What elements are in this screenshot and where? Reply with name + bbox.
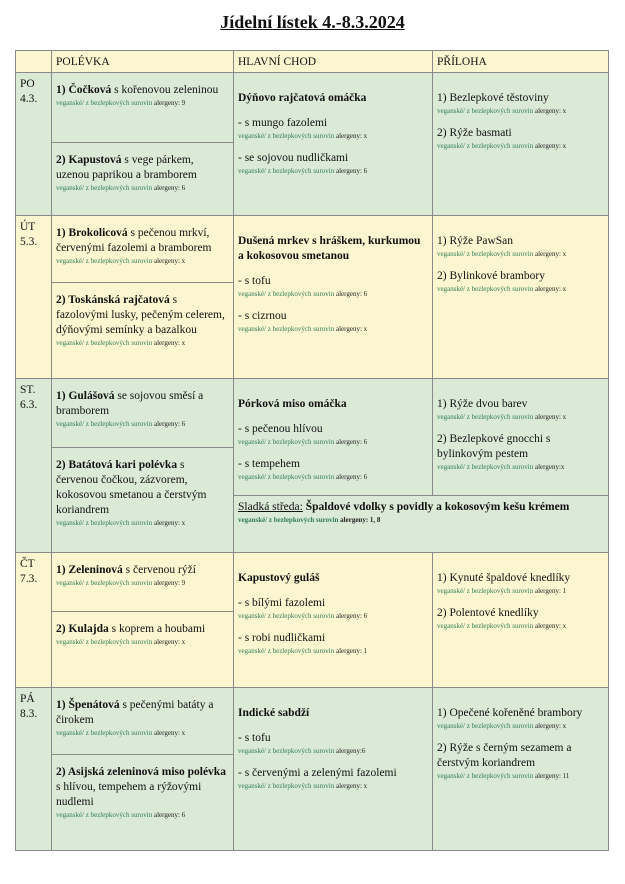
allergen-tag xyxy=(437,106,604,116)
soup-desc: s fazolovými lusky, pečeným celerem, dýňovými semínky a bazalkou xyxy=(56,294,225,336)
allergen-text: alergeny: 9 xyxy=(152,99,186,107)
vegan-label: veganské/ z bezlepkových surovin xyxy=(437,587,534,595)
allergen-tag xyxy=(437,249,604,259)
vegan-label: veganské/ z bezlepkových surovin xyxy=(238,647,335,655)
allergen-tag xyxy=(238,324,428,334)
vegan-label: veganské/ z bezlepkových surovin xyxy=(238,516,339,524)
sweet-lead: Sladká středa: xyxy=(238,501,303,513)
soup-name xyxy=(56,458,229,518)
main-title: Dýňovo rajčatová omáčka xyxy=(238,92,367,104)
allergen-text: alergeny: x xyxy=(152,638,186,646)
main-cell xyxy=(234,553,433,688)
allergen-text: alergeny: 6 xyxy=(334,612,368,620)
soup-desc: s kořenovou zeleninou xyxy=(111,84,219,96)
vegan-label: veganské/ z bezlepkových surovin xyxy=(238,782,335,790)
side-item: 2) Bezlepkové gnocchi s bylinkovým pestem xyxy=(437,433,551,460)
allergen-text: alergeny: 6 xyxy=(334,290,368,298)
header-main: HLAVNÍ CHOD xyxy=(234,51,433,73)
allergen-tag xyxy=(437,462,604,472)
main-cell xyxy=(234,379,433,496)
soup-title: 2) Batátová kari polévka xyxy=(56,459,178,471)
allergen-text: alergeny: x xyxy=(152,729,186,737)
allergen-tag xyxy=(238,131,428,141)
allergen-text: alergeny: 1 xyxy=(334,647,368,655)
allergen-text: alergeny: x xyxy=(334,325,368,333)
allergen-text: alergeny: 6 xyxy=(334,167,368,175)
allergen-text: alergeny: 6 xyxy=(152,184,186,192)
soup-desc: se sojovou směsí a bramborem xyxy=(56,390,204,417)
allergen-text: alergeny: x xyxy=(533,722,567,730)
day-cell xyxy=(16,216,52,379)
header-side: PŘÍLOHA xyxy=(433,51,609,73)
allergen-text: alergeny: x xyxy=(533,622,567,630)
side-cell xyxy=(433,553,609,688)
vegan-label: veganské/ z bezlepkových surovin xyxy=(56,579,153,587)
soup-title: 2) Kapustová xyxy=(56,154,122,166)
vegan-label: veganské/ z bezlepkových surovin xyxy=(238,132,335,140)
vegan-label: veganské/ z bezlepkových surovin xyxy=(56,257,153,265)
allergen-text: alergeny: x xyxy=(533,285,567,293)
allergen-tag xyxy=(56,518,229,528)
day-date: 8.3. xyxy=(20,708,38,720)
side-cell xyxy=(433,216,609,379)
soup-title: 2) Toskánská rajčatová xyxy=(56,294,170,306)
main-variant: - se sojovou nudličkami xyxy=(238,152,349,164)
allergen-tag xyxy=(56,810,229,820)
day-row xyxy=(16,553,609,688)
soup-name xyxy=(56,698,229,728)
soup-title: 1) Čočková xyxy=(56,84,112,96)
header-day xyxy=(16,51,52,73)
header-soup: POLÉVKA xyxy=(52,51,234,73)
soup-cell xyxy=(52,216,234,379)
allergen-tag xyxy=(56,98,229,108)
day-row xyxy=(16,688,609,851)
page-title: Jídelní lístek 4.-8.3.2024 xyxy=(220,12,405,32)
vegan-label: veganské/ z bezlepkových surovin xyxy=(56,420,153,428)
allergen-tag xyxy=(238,746,428,756)
soup-item xyxy=(52,447,233,552)
main-variant: - s bílými fazolemi xyxy=(238,597,326,609)
allergen-tag xyxy=(56,728,229,738)
soup-title: 1) Gulášová xyxy=(56,390,115,402)
soup-item xyxy=(52,611,233,687)
allergen-text: alergeny: x xyxy=(334,782,368,790)
day-cell xyxy=(16,553,52,688)
soup-title: 1) Brokolicová xyxy=(56,227,128,239)
main-variant: - s robi nudličkami xyxy=(238,632,326,644)
allergen-text: alergeny: x xyxy=(533,250,567,258)
vegan-label: veganské/ z bezlepkových surovin xyxy=(437,622,534,630)
soup-name xyxy=(56,293,229,338)
vegan-label: veganské/ z bezlepkových surovin xyxy=(238,167,335,175)
soup-title: 1) Špenátová xyxy=(56,699,120,711)
vegan-label: veganské/ z bezlepkových surovin xyxy=(56,184,153,192)
allergen-tag xyxy=(56,637,229,647)
soup-item xyxy=(52,688,233,754)
soup-name xyxy=(56,765,229,810)
vegan-label: veganské/ z bezlepkových surovin xyxy=(56,729,153,737)
allergen-text: alergeny: 6 xyxy=(334,473,368,481)
vegan-label: veganské/ z bezlepkových surovin xyxy=(437,722,534,730)
allergen-tag xyxy=(238,515,604,525)
vegan-label: veganské/ z bezlepkových surovin xyxy=(238,325,335,333)
soup-name xyxy=(56,622,229,637)
soup-title: 1) Zeleninová xyxy=(56,564,123,576)
allergen-tag xyxy=(56,419,229,429)
allergen-tag xyxy=(56,578,229,588)
allergen-tag xyxy=(238,166,428,176)
day-cell xyxy=(16,73,52,216)
soup-item xyxy=(52,379,233,447)
soup-desc: s hlívou, tempehem a rýžovými nudlemi xyxy=(56,781,202,808)
allergen-text: alergeny: 6 xyxy=(152,420,186,428)
side-item: 2) Rýže basmati xyxy=(437,127,512,139)
soup-item xyxy=(52,142,233,215)
vegan-label: veganské/ z bezlepkových surovin xyxy=(437,772,534,780)
main-variant: - s červenými a zelenými fazolemi xyxy=(238,767,397,779)
side-item: 1) Rýže dvou barev xyxy=(437,398,528,410)
allergen-text: alergeny: 6 xyxy=(334,438,368,446)
main-variant: - s cizrnou xyxy=(238,310,287,322)
main-title: Kapustový guláš xyxy=(238,572,320,584)
allergen-tag xyxy=(437,771,604,781)
vegan-label: veganské/ z bezlepkových surovin xyxy=(238,612,335,620)
main-title: Pórková miso omáčka xyxy=(238,398,347,410)
vegan-label: veganské/ z bezlepkových surovin xyxy=(56,519,153,527)
side-item: 1) Kynuté špaldové knedlíky xyxy=(437,572,571,584)
soup-item xyxy=(52,754,233,850)
allergen-text: alergeny: x xyxy=(533,107,567,115)
soup-name xyxy=(56,389,229,419)
soup-name xyxy=(56,153,229,183)
allergen-tag xyxy=(437,412,604,422)
day-label: ÚT xyxy=(20,221,36,233)
soup-name xyxy=(56,83,229,98)
sweet-cell xyxy=(234,496,609,553)
soup-desc: s koprem a houbami xyxy=(108,623,206,635)
side-item: 2) Rýže s černým sezamem a čerstvým koriandrem xyxy=(437,742,572,769)
sweet-dish: Špaldové vdolky s povidly a kokosovým kešu krémem xyxy=(302,501,570,513)
day-cell xyxy=(16,379,52,553)
day-label: ST. xyxy=(20,384,36,396)
soup-item xyxy=(52,282,233,378)
allergen-text: alergeny: x xyxy=(152,339,186,347)
side-item: 1) Bezlepkové těstoviny xyxy=(437,92,549,104)
soup-item xyxy=(52,553,233,611)
main-cell xyxy=(234,688,433,851)
menu-table xyxy=(15,50,609,851)
vegan-label: veganské/ z bezlepkových surovin xyxy=(437,250,534,258)
allergen-text: alergeny: x xyxy=(152,519,186,527)
day-row xyxy=(16,216,609,379)
soup-desc: s pečenou mrkví, červenými fazolemi a bramborem xyxy=(56,227,212,254)
main-variant: - s pečenou hlívou xyxy=(238,423,323,435)
allergen-tag xyxy=(437,284,604,294)
allergen-text: alergeny: x xyxy=(334,132,368,140)
allergen-tag xyxy=(238,472,428,482)
day-row xyxy=(16,379,609,496)
vegan-label: veganské/ z bezlepkových surovin xyxy=(437,142,534,150)
soup-desc: s vege párkem, uzenou paprikou a bramborem xyxy=(56,154,197,181)
allergen-tag xyxy=(437,621,604,631)
vegan-label: veganské/ z bezlepkových surovin xyxy=(56,99,153,107)
vegan-label: veganské/ z bezlepkových surovin xyxy=(238,473,335,481)
vegan-label: veganské/ z bezlepkových surovin xyxy=(56,811,153,819)
day-date: 7.3. xyxy=(20,573,38,585)
soup-cell xyxy=(52,73,234,216)
side-cell xyxy=(433,379,609,496)
main-variant: - s mungo fazolemi xyxy=(238,117,328,129)
day-label: ČT xyxy=(20,558,35,570)
soup-cell xyxy=(52,688,234,851)
side-item: 2) Polentové knedlíky xyxy=(437,607,539,619)
vegan-label: veganské/ z bezlepkových surovin xyxy=(437,413,534,421)
main-variant: - s tofu xyxy=(238,275,271,287)
allergen-tag xyxy=(238,289,428,299)
allergen-text: alergeny:6 xyxy=(334,747,366,755)
main-cell xyxy=(234,73,433,216)
allergen-text: alergeny: x xyxy=(152,257,186,265)
day-cell xyxy=(16,688,52,851)
allergen-tag xyxy=(238,781,428,791)
main-title: Dušená mrkev s hráškem, kurkumou a kokosovou smetanou xyxy=(238,235,421,262)
vegan-label: veganské/ z bezlepkových surovin xyxy=(238,438,335,446)
soup-name xyxy=(56,226,229,256)
main-variant: - s tempehem xyxy=(238,458,300,470)
allergen-text: alergeny: x xyxy=(533,142,567,150)
allergen-text: alergeny:x xyxy=(533,463,565,471)
day-date: 6.3. xyxy=(20,399,38,411)
day-date: 5.3. xyxy=(20,236,38,248)
day-row xyxy=(16,73,609,216)
main-cell xyxy=(234,216,433,379)
day-label: PÁ xyxy=(20,693,35,705)
vegan-label: veganské/ z bezlepkových surovin xyxy=(238,290,335,298)
vegan-label: veganské/ z bezlepkových surovin xyxy=(437,285,534,293)
vegan-label: veganské/ z bezlepkových surovin xyxy=(238,747,335,755)
allergen-tag xyxy=(238,611,428,621)
main-variant: - s tofu xyxy=(238,732,271,744)
allergen-tag xyxy=(56,338,229,348)
soup-desc: s pečenými batáty a čirokem xyxy=(56,699,214,726)
day-label: PO xyxy=(20,78,35,90)
allergen-text: alergeny: x xyxy=(533,413,567,421)
allergen-text: alergeny: 1, 8 xyxy=(338,516,381,524)
side-cell xyxy=(433,73,609,216)
vegan-label: veganské/ z bezlepkových surovin xyxy=(437,107,534,115)
allergen-text: alergeny: 1 xyxy=(533,587,567,595)
soup-desc: s červenou čočkou, zázvorem, kokosovou smetanou a čerstvým koriandrem xyxy=(56,459,207,516)
soup-title: 2) Asijská zeleninová miso polévka xyxy=(56,766,226,778)
allergen-tag xyxy=(437,141,604,151)
allergen-text: alergeny: 9 xyxy=(152,579,186,587)
soup-item xyxy=(52,73,233,142)
day-date: 4.3. xyxy=(20,93,38,105)
allergen-tag xyxy=(437,586,604,596)
allergen-tag xyxy=(238,646,428,656)
allergen-text: alergeny: 11 xyxy=(533,772,570,780)
allergen-tag xyxy=(437,721,604,731)
side-item: 2) Bylinkové brambory xyxy=(437,270,545,282)
allergen-tag xyxy=(238,437,428,447)
side-item: 1) Rýže PawSan xyxy=(437,235,514,247)
main-title: Indické sabdží xyxy=(238,707,310,719)
soup-cell xyxy=(52,379,234,553)
vegan-label: veganské/ z bezlepkových surovin xyxy=(56,638,153,646)
side-item: 1) Opečené kořeněné brambory xyxy=(437,707,583,719)
soup-cell xyxy=(52,553,234,688)
soup-title: 2) Kulajda xyxy=(56,623,109,635)
soup-desc: s červenou rýží xyxy=(122,564,196,576)
side-cell xyxy=(433,688,609,851)
vegan-label: veganské/ z bezlepkových surovin xyxy=(56,339,153,347)
table-header-row xyxy=(16,51,609,73)
allergen-text: alergeny: 6 xyxy=(152,811,186,819)
vegan-label: veganské/ z bezlepkových surovin xyxy=(437,463,534,471)
allergen-tag xyxy=(56,256,229,266)
soup-item xyxy=(52,216,233,282)
soup-name xyxy=(56,563,229,578)
allergen-tag xyxy=(56,183,229,193)
